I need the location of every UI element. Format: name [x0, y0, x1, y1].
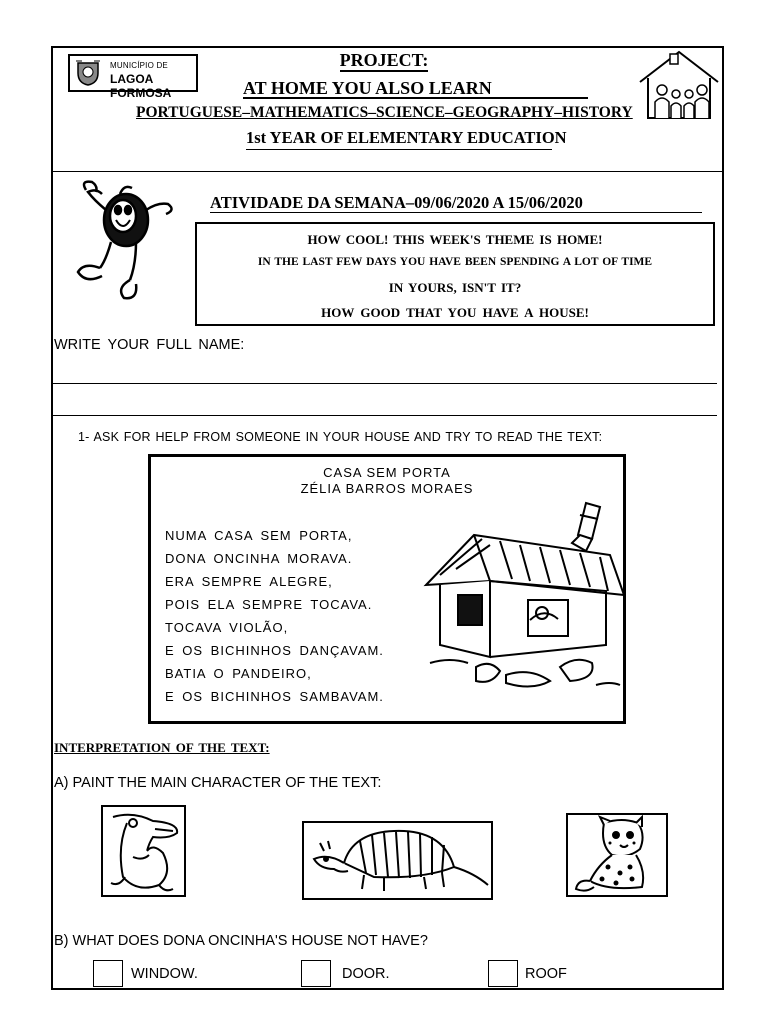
name-write-line-2[interactable]: [53, 415, 717, 416]
subtitle-underline: [243, 97, 588, 99]
window-option-label: WINDOW.: [131, 966, 198, 982]
question-b: B) WHAT DOES DONA ONCINHA'S HOUSE NOT HAVE?: [54, 933, 428, 949]
activity-title: ATIVIDADE DA SEMANA–09/06/2020 A 15/06/2020: [210, 193, 583, 212]
armadillo-option[interactable]: [302, 821, 493, 900]
house-family-icon: [636, 48, 722, 120]
mascot-icon: [66, 180, 181, 310]
story-author: ZÉLIA BARROS MORAES: [300, 481, 474, 496]
project-text: PROJECT:: [339, 50, 429, 70]
question-1: 1- ASK FOR HELP FROM SOMEONE IN YOUR HOUSE AND TRY TO READ THE TEXT:: [78, 430, 603, 444]
year-underline: [246, 149, 552, 150]
logo-line2: LAGOA FORMOSA: [110, 72, 172, 100]
story-verse: TOCAVA VIOLÃO,: [165, 620, 289, 635]
theme-line-1: HOW COOL! THIS WEEK'S THEME IS HOME!: [307, 232, 603, 247]
story-verse: BATIA O PANDEIRO,: [165, 666, 312, 681]
interpretation-heading: INTERPRETATION OF THE TEXT:: [54, 740, 270, 755]
question-a: A) PAINT THE MAIN CHARACTER OF THE TEXT:: [54, 775, 382, 791]
theme-box: [195, 222, 715, 326]
theme-line-2: IN THE LAST FEW DAYS YOU HAVE BEEN SPENDING A LOT OF TIME: [257, 256, 653, 268]
logo-line1: MUNICÍPIO DE: [110, 61, 168, 70]
header-separator: [51, 171, 724, 172]
roof-checkbox[interactable]: [488, 960, 518, 987]
story-verse: POIS ELA SEMPRE TOCAVA.: [165, 597, 373, 612]
project-subtitle: AT HOME YOU ALSO LEARN: [243, 78, 492, 98]
door-checkbox[interactable]: [301, 960, 331, 987]
story-verse: E OS BICHINHOS SAMBAVAM.: [165, 689, 384, 704]
theme-line-3: IN YOURS, ISN'T IT?: [388, 280, 522, 295]
theme-line-4: HOW GOOD THAT YOU HAVE A HOUSE!: [321, 305, 589, 320]
name-write-line-1[interactable]: [53, 383, 717, 384]
school-year: 1st YEAR OF ELEMENTARY EDUCATION: [246, 128, 567, 147]
story-verse: DONA ONCINHA MORAVA.: [165, 551, 353, 566]
roof-option-label: ROOF: [525, 966, 567, 982]
jaguar-cub-icon: [568, 815, 666, 895]
subjects-list: PORTUGUESE–MATHEMATICS–SCIENCE–GEOGRAPHY–HISTORY: [136, 104, 633, 121]
story-verse: NUMA CASA SEM PORTA,: [165, 528, 353, 543]
door-option-label: DOOR.: [342, 966, 390, 982]
window-checkbox[interactable]: [93, 960, 123, 987]
story-title: CASA SEM PORTA: [323, 465, 451, 480]
house-drawing-icon: [420, 495, 625, 705]
story-verse: E OS BICHINHOS DANÇAVAM.: [165, 643, 384, 658]
jaguar-cub-option[interactable]: [566, 813, 668, 897]
name-prompt: WRITE YOUR FULL NAME:: [54, 337, 245, 353]
armadillo-icon: [304, 823, 491, 898]
story-verse: ERA SEMPRE ALEGRE,: [165, 574, 333, 589]
crocodile-option[interactable]: [101, 805, 186, 897]
crocodile-icon: [103, 807, 184, 895]
activity-underline: [210, 212, 702, 213]
